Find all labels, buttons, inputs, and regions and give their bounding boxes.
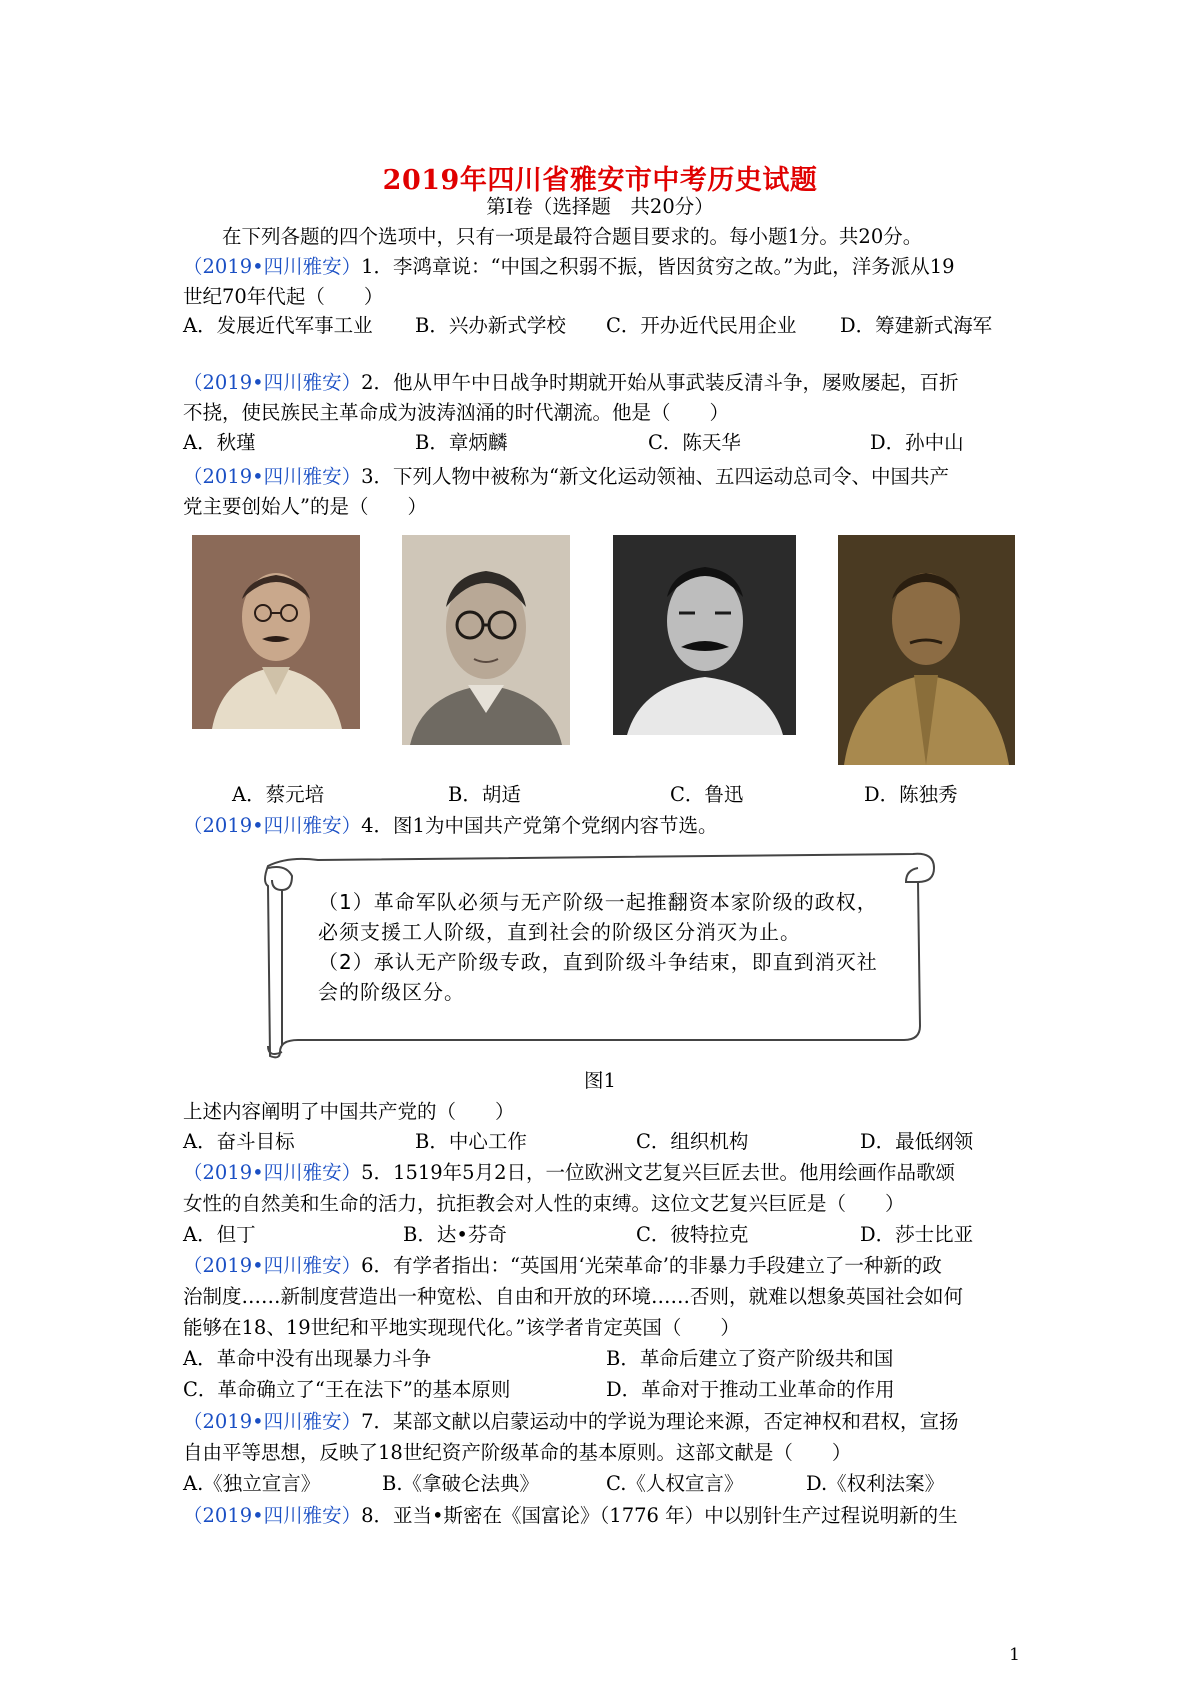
q4-option-d: D．最低纲领 — [860, 1130, 974, 1153]
q3-option-d: D．陈独秀 — [864, 783, 958, 806]
q5-option-a: A．但丁 — [183, 1223, 256, 1246]
q2-option-d: D．孙中山 — [870, 431, 964, 454]
source-tag: （2019•四川雅安） — [183, 814, 362, 837]
q7-option-d: D.《权利法案》 — [806, 1472, 945, 1495]
question-1-line-1: （2019•四川雅安）1．李鸿章说：“中国之积弱不振，皆因贫穷之故。”为此，洋务派从19 — [183, 255, 955, 278]
q3-option-a: A．蔡元培 — [232, 783, 325, 806]
question-5-line-2: 女性的自然美和生命的活力，抗拒教会对人性的束缚。这位文艺复兴巨匠是（ ） — [183, 1192, 905, 1215]
page-number: 1 — [1009, 1645, 1020, 1665]
q2-option-b: B．章炳麟 — [415, 431, 508, 454]
source-tag: （2019•四川雅安） — [183, 1504, 362, 1527]
section-heading: 第Ⅰ卷（选择题 共20分） — [486, 195, 714, 218]
figure-line-2: 必须支援工人阶级，直到社会的阶级区分消灭为止。 — [318, 920, 801, 944]
question-4-after: 上述内容阐明了中国共产党的（ ） — [183, 1100, 515, 1123]
question-3-line-2: 党主要创始人”的是（ ） — [183, 495, 427, 518]
question-2-line-2: 不挠，使民族民主革命成为波涛汹涌的时代潮流。他是（ ） — [183, 401, 730, 424]
source-tag: （2019•四川雅安） — [183, 1254, 362, 1277]
question-5-line-1: （2019•四川雅安）5．1519年5月2日，一位欧洲文艺复兴巨匠去世。他用绘画作品歌颂 — [183, 1161, 955, 1184]
figure-caption: 图1 — [584, 1069, 616, 1092]
q4-option-c: C．组织机构 — [636, 1130, 749, 1153]
q3-option-c: C．鲁迅 — [670, 783, 744, 806]
q3-option-b: B．胡适 — [448, 783, 521, 806]
portrait-hu-shi — [402, 535, 570, 745]
question-8-line-1: （2019•四川雅安）8．亚当•斯密在《国富论》（1776 年）中以别针生产过程说明新的生 — [183, 1504, 958, 1527]
portrait-lu-xun — [613, 535, 796, 735]
question-3-line-1: （2019•四川雅安）3．下列人物中被称为“新文化运动领袖、五四运动总司令、中国共产 — [183, 465, 950, 488]
question-6-line-2: 治制度……新制度营造出一种宽松、自由和开放的环境……否则，就难以想象英国社会如何 — [183, 1285, 964, 1308]
source-tag: （2019•四川雅安） — [183, 465, 362, 488]
source-tag: （2019•四川雅安） — [183, 1161, 362, 1184]
q4-option-b: B．中心工作 — [415, 1130, 527, 1153]
q2-option-a: A．秋瑾 — [183, 431, 256, 454]
q4-option-a: A．奋斗目标 — [183, 1130, 295, 1153]
q6-option-a: A．革命中没有出现暴力斗争 — [183, 1347, 432, 1370]
q6-option-b: B．革命后建立了资产阶级共和国 — [606, 1347, 894, 1370]
source-tag: （2019•四川雅安） — [183, 371, 362, 394]
q6-option-d: D．革命对于推动工业革命的作用 — [606, 1378, 895, 1401]
source-tag: （2019•四川雅安） — [183, 1410, 362, 1433]
q1-option-b: B．兴办新式学校 — [415, 314, 566, 337]
figure-line-1: （1）革命军队必须与无产阶级一起推翻资本家阶级的政权， — [318, 890, 878, 914]
q1-option-a: A．发展近代军事工业 — [183, 314, 373, 337]
q6-option-c: C．革命确立了“王在法下”的基本原则 — [183, 1378, 511, 1401]
q7-option-a: A.《独立宣言》 — [183, 1472, 321, 1495]
source-tag: （2019•四川雅安） — [183, 255, 362, 278]
page-title: 2019年四川省雅安市中考历史试题 — [382, 165, 818, 196]
figure-line-4: 会的阶级区分。 — [318, 980, 465, 1004]
q7-option-b: B.《拿破仑法典》 — [382, 1472, 540, 1495]
question-6-line-1: （2019•四川雅安）6．有学者指出：“英国用‘光荣革命’的非暴力手段建立了一种新的政 — [183, 1254, 942, 1277]
portrait-cai-yuanpei — [192, 535, 360, 729]
portrait-chen-duxiu — [838, 535, 1015, 765]
question-4-line-1: （2019•四川雅安）4．图1为中国共产党第个党纲内容节选。 — [183, 814, 718, 837]
q5-option-c: C．彼特拉克 — [636, 1223, 749, 1246]
q1-option-c: C．开办近代民用企业 — [606, 314, 797, 337]
q2-option-c: C．陈天华 — [648, 431, 741, 454]
question-1-line-2: 世纪70年代起（ ） — [183, 285, 384, 308]
question-2-line-1: （2019•四川雅安）2．他从甲午中日战争时期就开始从事武装反清斗争，屡败屡起，百折 — [183, 371, 959, 394]
q7-option-c: C.《人权宣言》 — [606, 1472, 744, 1495]
question-7-line-2: 自由平等思想，反映了18世纪资产阶级革命的基本原则。这部文献是（ ） — [183, 1441, 852, 1464]
question-6-line-3: 能够在18、19世纪和平地实现现代化。”该学者肯定英国（ ） — [183, 1316, 740, 1339]
q5-option-b: B．达•芬奇 — [403, 1223, 507, 1246]
q1-option-d: D．筹建新式海军 — [840, 314, 993, 337]
q5-option-d: D．莎士比亚 — [860, 1223, 974, 1246]
instruction-text: 在下列各题的四个选项中，只有一项是最符合题目要求的。每小题1分。共20分。 — [222, 225, 923, 248]
question-7-line-1: （2019•四川雅安）7．某部文献以启蒙运动中的学说为理论来源，否定神权和君权，宣扬 — [183, 1410, 959, 1433]
figure-line-3: （2）承认无产阶级专政，直到阶级斗争结束，即直到消灭社 — [318, 950, 878, 974]
